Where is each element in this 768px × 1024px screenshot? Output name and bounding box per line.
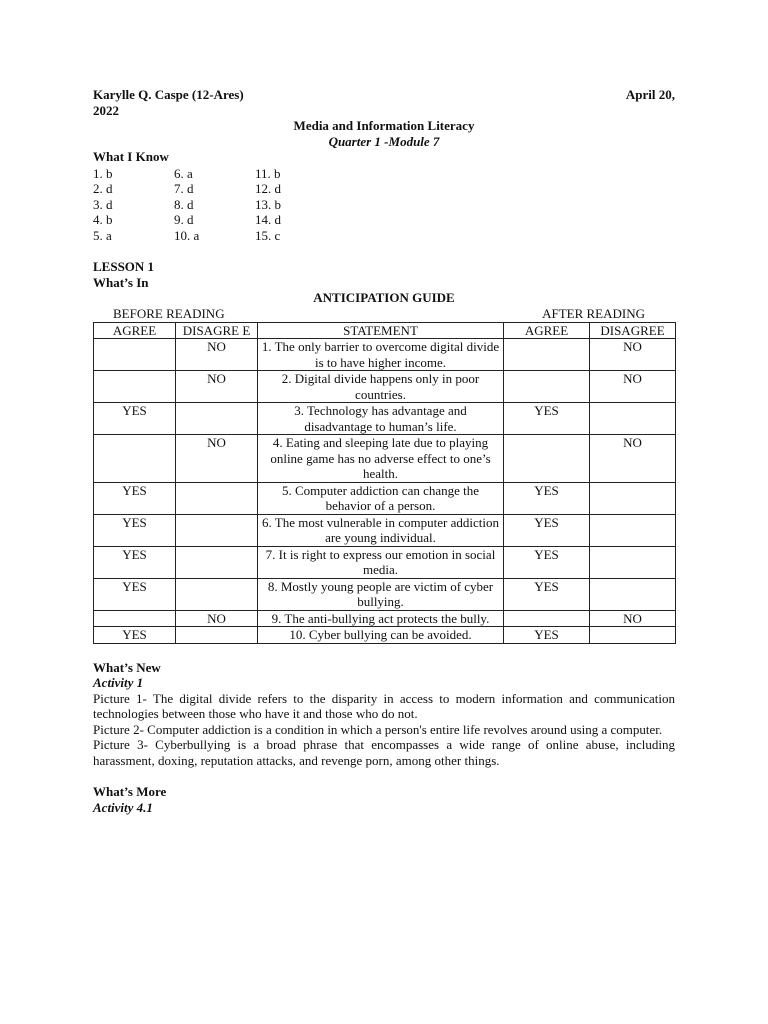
table-cell: YES	[504, 546, 590, 578]
table-cell: YES	[504, 627, 590, 644]
table-cell: YES	[504, 578, 590, 610]
table-cell	[590, 403, 676, 435]
table-row	[94, 371, 676, 403]
table-row	[94, 514, 676, 546]
column-header: AGREE	[504, 322, 590, 339]
answer-item: 12. d	[255, 181, 281, 196]
table-row	[94, 578, 676, 610]
header-line	[93, 87, 675, 103]
table-cell: NO	[590, 339, 676, 371]
column-header: STATEMENT	[258, 322, 504, 339]
anticipation-guide-table	[93, 322, 676, 644]
picture-2-paragraph: Picture 2- Computer addiction is a condition in which a person's entire life revolves around using a computer.	[93, 721, 663, 737]
what-i-know-heading: What I Know	[93, 149, 169, 164]
table-cell: YES	[94, 482, 176, 514]
statement-cell: 6. The most vulnerable in computer addiction are young individual.	[258, 514, 504, 546]
guide-column-group-labels	[93, 306, 675, 322]
statement-cell: 3. Technology has advantage and disadvantage to human’s life.	[258, 403, 504, 435]
table-cell	[504, 435, 590, 483]
table-cell	[176, 514, 258, 546]
statement-cell: 5. Computer addiction can change the behavior of a person.	[258, 482, 504, 514]
picture-1-paragraph: Picture 1- The digital divide refers to the disparity in access to modern information and communication technologies between those who have it and those who do not.	[93, 690, 675, 721]
answer-item: 11. b	[255, 165, 281, 181]
table-cell	[590, 514, 676, 546]
answer-row	[93, 212, 675, 228]
table-cell: YES	[94, 514, 176, 546]
table-cell: NO	[590, 371, 676, 403]
column-header: DISAGRE E	[176, 322, 258, 339]
table-cell	[176, 482, 258, 514]
table-row	[94, 435, 676, 483]
answer-item: 7. d	[174, 181, 194, 196]
table-cell	[590, 627, 676, 644]
answer-item: 1. b	[93, 165, 113, 181]
table-cell	[176, 546, 258, 578]
subject-title: Media and Information Literacy	[293, 118, 475, 133]
table-row	[94, 339, 676, 371]
statement-cell: 9. The anti-bullying act protects the bully.	[258, 610, 504, 627]
statement-cell: 1. The only barrier to overcome digital divide is to have higher income.	[258, 339, 504, 371]
table-row	[94, 546, 676, 578]
table-row	[94, 627, 676, 644]
answer-row	[93, 197, 675, 213]
answer-row	[93, 228, 675, 244]
table-cell	[590, 578, 676, 610]
table-cell: YES	[94, 546, 176, 578]
table-cell	[176, 578, 258, 610]
spacer	[93, 768, 675, 784]
statement-cell: 8. Mostly young people are victim of cyber bullying.	[258, 578, 504, 610]
table-cell	[590, 546, 676, 578]
answer-item: 3. d	[93, 196, 113, 212]
table-cell	[504, 339, 590, 371]
activity-4-1-heading: Activity 4.1	[93, 799, 153, 815]
statement-cell: 2. Digital divide happens only in poor countries.	[258, 371, 504, 403]
date-part-1: April 20,	[625, 87, 675, 102]
answer-row	[93, 181, 675, 197]
table-cell: NO	[176, 435, 258, 483]
table-cell: YES	[94, 403, 176, 435]
table-row	[94, 403, 676, 435]
table-cell: YES	[94, 578, 176, 610]
answer-item: 10. a	[174, 227, 200, 243]
table-cell: NO	[590, 435, 676, 483]
statement-cell: 7. It is right to express our emotion in social media.	[258, 546, 504, 578]
table-cell	[94, 435, 176, 483]
spacer	[93, 644, 675, 660]
table-cell	[94, 371, 176, 403]
table-header-row	[94, 322, 676, 339]
answer-item: 6. a	[174, 165, 193, 181]
answer-item: 14. d	[255, 212, 281, 227]
whats-new-heading: What’s New	[93, 659, 161, 675]
table-cell: NO	[176, 339, 258, 371]
answer-row	[93, 166, 675, 182]
answer-item: 4. b	[93, 212, 113, 227]
table-cell: NO	[176, 371, 258, 403]
table-cell: YES	[504, 482, 590, 514]
document-page	[93, 87, 675, 815]
activity-1-heading: Activity 1	[93, 675, 144, 690]
table-cell	[504, 610, 590, 627]
table-row	[94, 482, 676, 514]
table-cell	[504, 371, 590, 403]
table-cell	[94, 610, 176, 627]
statement-cell: 4. Eating and sleeping late due to playing online game has no adverse effect to one’s health.	[258, 435, 504, 483]
table-row	[94, 610, 676, 627]
whats-more-heading: What’s More	[93, 784, 167, 799]
table-cell: NO	[590, 610, 676, 627]
picture-3-paragraph: Picture 3- Cyberbullying is a broad phrase that encompasses a wide range of online abuse, including harassment, doxing, reputation attacks, and revenge porn, among other things.	[93, 737, 675, 768]
module-title: Quarter 1 -Module 7	[328, 133, 440, 149]
answer-item: 5. a	[93, 227, 112, 243]
after-reading-label: AFTER READING	[542, 305, 645, 321]
statement-cell: 10. Cyber bullying can be avoided.	[258, 627, 504, 644]
lesson-heading: LESSON 1	[93, 259, 155, 274]
whats-in-heading: What’s In	[93, 274, 149, 290]
answer-item: 9. d	[174, 212, 194, 227]
table-cell: YES	[504, 403, 590, 435]
answer-item: 15. c	[255, 227, 281, 243]
answer-item: 8. d	[174, 196, 194, 212]
date-part-2: 2022	[93, 102, 119, 118]
answer-item: 13. b	[255, 196, 281, 212]
table-cell: YES	[94, 627, 176, 644]
before-reading-label: BEFORE READING	[113, 305, 225, 321]
table-cell	[590, 482, 676, 514]
column-header: AGREE	[94, 322, 176, 339]
answer-key	[93, 166, 675, 244]
student-name: Karylle Q. Caspe (12-Ares)	[93, 87, 244, 102]
table-cell: YES	[504, 514, 590, 546]
column-header: DISAGREE	[590, 322, 676, 339]
table-cell: NO	[176, 610, 258, 627]
table-cell	[176, 627, 258, 644]
table-cell	[176, 403, 258, 435]
table-cell	[94, 339, 176, 371]
spacer	[93, 243, 675, 259]
guide-title: ANTICIPATION GUIDE	[313, 290, 455, 305]
answer-item: 2. d	[93, 181, 113, 196]
